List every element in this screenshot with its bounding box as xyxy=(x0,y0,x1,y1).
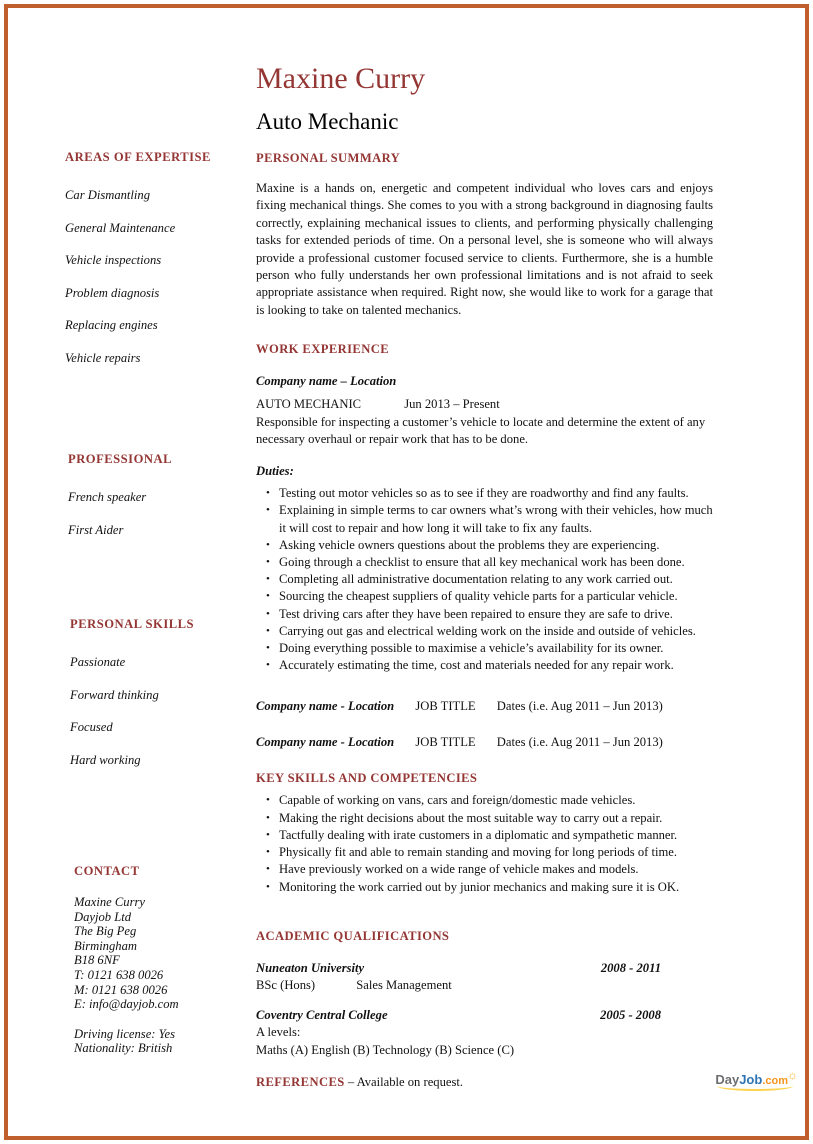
education-institution: Coventry Central College xyxy=(256,1008,388,1023)
key-skills-list xyxy=(256,792,713,895)
sidebar-section-professional xyxy=(68,452,253,556)
education-row xyxy=(256,960,713,976)
education-dates: 2008 - 2011 xyxy=(600,960,661,975)
personal-skill-item: Passionate xyxy=(70,655,126,669)
previous-role-job-title: JOB TITLE xyxy=(415,699,476,714)
candidate-job-title: Auto Mechanic xyxy=(256,109,399,134)
previous-role-company: Company name - Location xyxy=(256,699,395,714)
education-detail xyxy=(256,1043,713,1059)
key-skill-item: • Tactfully dealing with irate customers in a diplomatic and sympathetic manner. xyxy=(266,827,713,844)
personal-summary-heading: PERSONAL SUMMARY xyxy=(256,151,401,165)
academic-qualifications-heading: ACADEMIC QUALIFICATIONS xyxy=(256,928,450,943)
logo-text-job: Job xyxy=(739,1072,763,1087)
education-detail xyxy=(256,978,713,994)
key-skill-item: • Monitoring the work carried out by junior mechanics and making sure it is OK. xyxy=(266,879,713,896)
personal-skill-item: Forward thinking xyxy=(70,687,159,702)
contact-nationality: Nationality: British xyxy=(74,1041,173,1056)
duty-item: • Going through a checklist to ensure that all key mechanical work has been done. xyxy=(266,554,713,571)
work-experience-heading: WORK EXPERIENCE xyxy=(256,342,390,357)
sidebar-section-contact xyxy=(74,864,259,1056)
expertise-item: Replacing engines xyxy=(65,318,158,333)
education-qualification: A levels: xyxy=(256,1025,301,1040)
expertise-item: General Maintenance xyxy=(65,220,176,235)
references-line xyxy=(256,1074,713,1090)
current-role-dates: Jun 2013 – Present xyxy=(404,397,500,412)
contact-telephone: T: 0121 638 0026 xyxy=(74,967,164,982)
previous-role-dates: Dates (i.e. Aug 2011 – Jun 2013) xyxy=(496,699,663,714)
education-detail xyxy=(256,1025,713,1041)
references-text: – Available on request. xyxy=(347,1075,464,1090)
education-row xyxy=(256,1007,713,1023)
duty-item: • Accurately estimating the time, cost and materials needed for any repair work. xyxy=(266,657,713,674)
key-skill-item: • Making the right decisions about the most suitable way to carry out a repair. xyxy=(266,810,713,827)
education-dates: 2005 - 2008 xyxy=(600,1008,661,1023)
professional-heading: PROFESSIONAL xyxy=(68,452,172,466)
current-company: Company name – Location xyxy=(256,374,397,389)
current-role-line xyxy=(256,396,713,412)
personal-skill-item: Hard working xyxy=(70,752,141,767)
main-content xyxy=(256,62,713,1090)
duty-item: • Carrying out gas and electrical welding work on the inside and outside of vehicles. xyxy=(266,623,713,640)
expertise-item: Car Dismantling xyxy=(65,188,151,202)
duty-item: • Asking vehicle owners questions about the problems they are experiencing. xyxy=(266,537,713,554)
expertise-heading: AREAS OF EXPERTISE xyxy=(65,150,211,164)
candidate-name: Maxine Curry xyxy=(256,62,426,95)
sun-icon: ☼ xyxy=(787,1068,798,1082)
expertise-item: Vehicle repairs xyxy=(65,350,141,365)
key-skill-item: • Have previously worked on a wide range of vehicle makes and models. xyxy=(266,861,713,878)
professional-item: First Aider xyxy=(68,522,124,537)
expertise-item: Problem diagnosis xyxy=(65,285,160,300)
contact-name: Maxine Curry xyxy=(74,895,145,909)
previous-role-company: Company name - Location xyxy=(256,735,395,750)
contact-heading: CONTACT xyxy=(74,864,140,878)
expertise-item: Vehicle inspections xyxy=(65,253,162,268)
key-skill-item: • Capable of working on vans, cars and foreign/domestic made vehicles. xyxy=(266,792,713,809)
contact-mobile: M: 0121 638 0026 xyxy=(74,982,168,997)
education-subject: Sales Management xyxy=(356,977,452,992)
dayjob-logo[interactable] xyxy=(715,1068,799,1087)
duty-item: • Test driving cars after they have been repaired to ensure they are safe to drive. xyxy=(266,606,713,623)
personal-summary-text: Maxine is a hands on, energetic and competent individual who loves cars and enjoys fixing mechanical things. She comes to you with a strong background in diagnosing faults correctly, explaining mechanical issues to clients, and performing physically challenging tasks for extended periods of time. On a personal level, she is someone who will always provide a professional customer focused service to clients. Furthermore, she is a humble person who fully understands her own professional limitations and is not afraid to seek appropriate assistance when required. Right now, she would like to work for a garage that is looking to take on talented mechanics. xyxy=(256,181,713,317)
duty-item: • Doing everything possible to maximise a vehicle’s availability for its owner. xyxy=(266,640,713,657)
duty-item: • Testing out motor vehicles so as to see if they are roadworthy and find any faults. xyxy=(266,485,713,502)
education-qualification: BSc (Hons) xyxy=(256,977,316,992)
contact-postcode: B18 6NF xyxy=(74,953,120,968)
previous-role-row xyxy=(256,698,713,714)
previous-role-row xyxy=(256,734,713,750)
sidebar-section-personal-skills xyxy=(70,617,255,786)
personal-skills-heading: PERSONAL SKILLS xyxy=(70,617,195,631)
duty-item: • Explaining in simple terms to car owners what’s wrong with their vehicles, how much it will cost to repair and how long it will take to fix any faults. xyxy=(266,502,713,536)
duty-item: • Sourcing the cheapest suppliers of quality vehicle parts for a particular vehicle. xyxy=(266,588,713,605)
personal-skill-item: Focused xyxy=(70,720,113,735)
contact-email: E: info@dayjob.com xyxy=(74,997,179,1012)
duties-label: Duties: xyxy=(256,464,294,479)
duty-item: • Completing all administrative documentation relating to any work carried out. xyxy=(266,571,713,588)
logo-text-day: Day xyxy=(715,1072,740,1087)
key-skills-heading: KEY SKILLS AND COMPETENCIES xyxy=(256,771,478,786)
current-role-summary: Responsible for inspecting a customer’s vehicle to locate and determine the extent of any necessary overhaul or repair work that has to be done. xyxy=(256,415,706,447)
previous-role-job-title: JOB TITLE xyxy=(415,735,476,750)
contact-address-line: Birmingham xyxy=(74,938,137,953)
sidebar-section-expertise xyxy=(65,150,250,385)
contact-address-line: The Big Peg xyxy=(74,924,137,939)
education-institution: Nuneaton University xyxy=(256,960,365,975)
references-heading: REFERENCES xyxy=(256,1075,345,1090)
contact-company: Dayjob Ltd xyxy=(74,909,132,924)
duties-list xyxy=(256,485,713,674)
current-role-title: AUTO MECHANIC xyxy=(256,397,362,412)
key-skill-item: • Physically fit and able to remain standing and moving for long periods of time. xyxy=(266,844,713,861)
logo-text-dotcom: .com xyxy=(762,1075,788,1087)
previous-role-dates: Dates (i.e. Aug 2011 – Jun 2013) xyxy=(496,735,663,750)
logo-swoosh-decoration xyxy=(717,1081,793,1091)
education-subject: Maths (A) English (B) Technology (B) Science (C) xyxy=(256,1042,515,1057)
contact-driving-license: Driving license: Yes xyxy=(74,1026,175,1041)
professional-item: French speaker xyxy=(68,490,147,504)
